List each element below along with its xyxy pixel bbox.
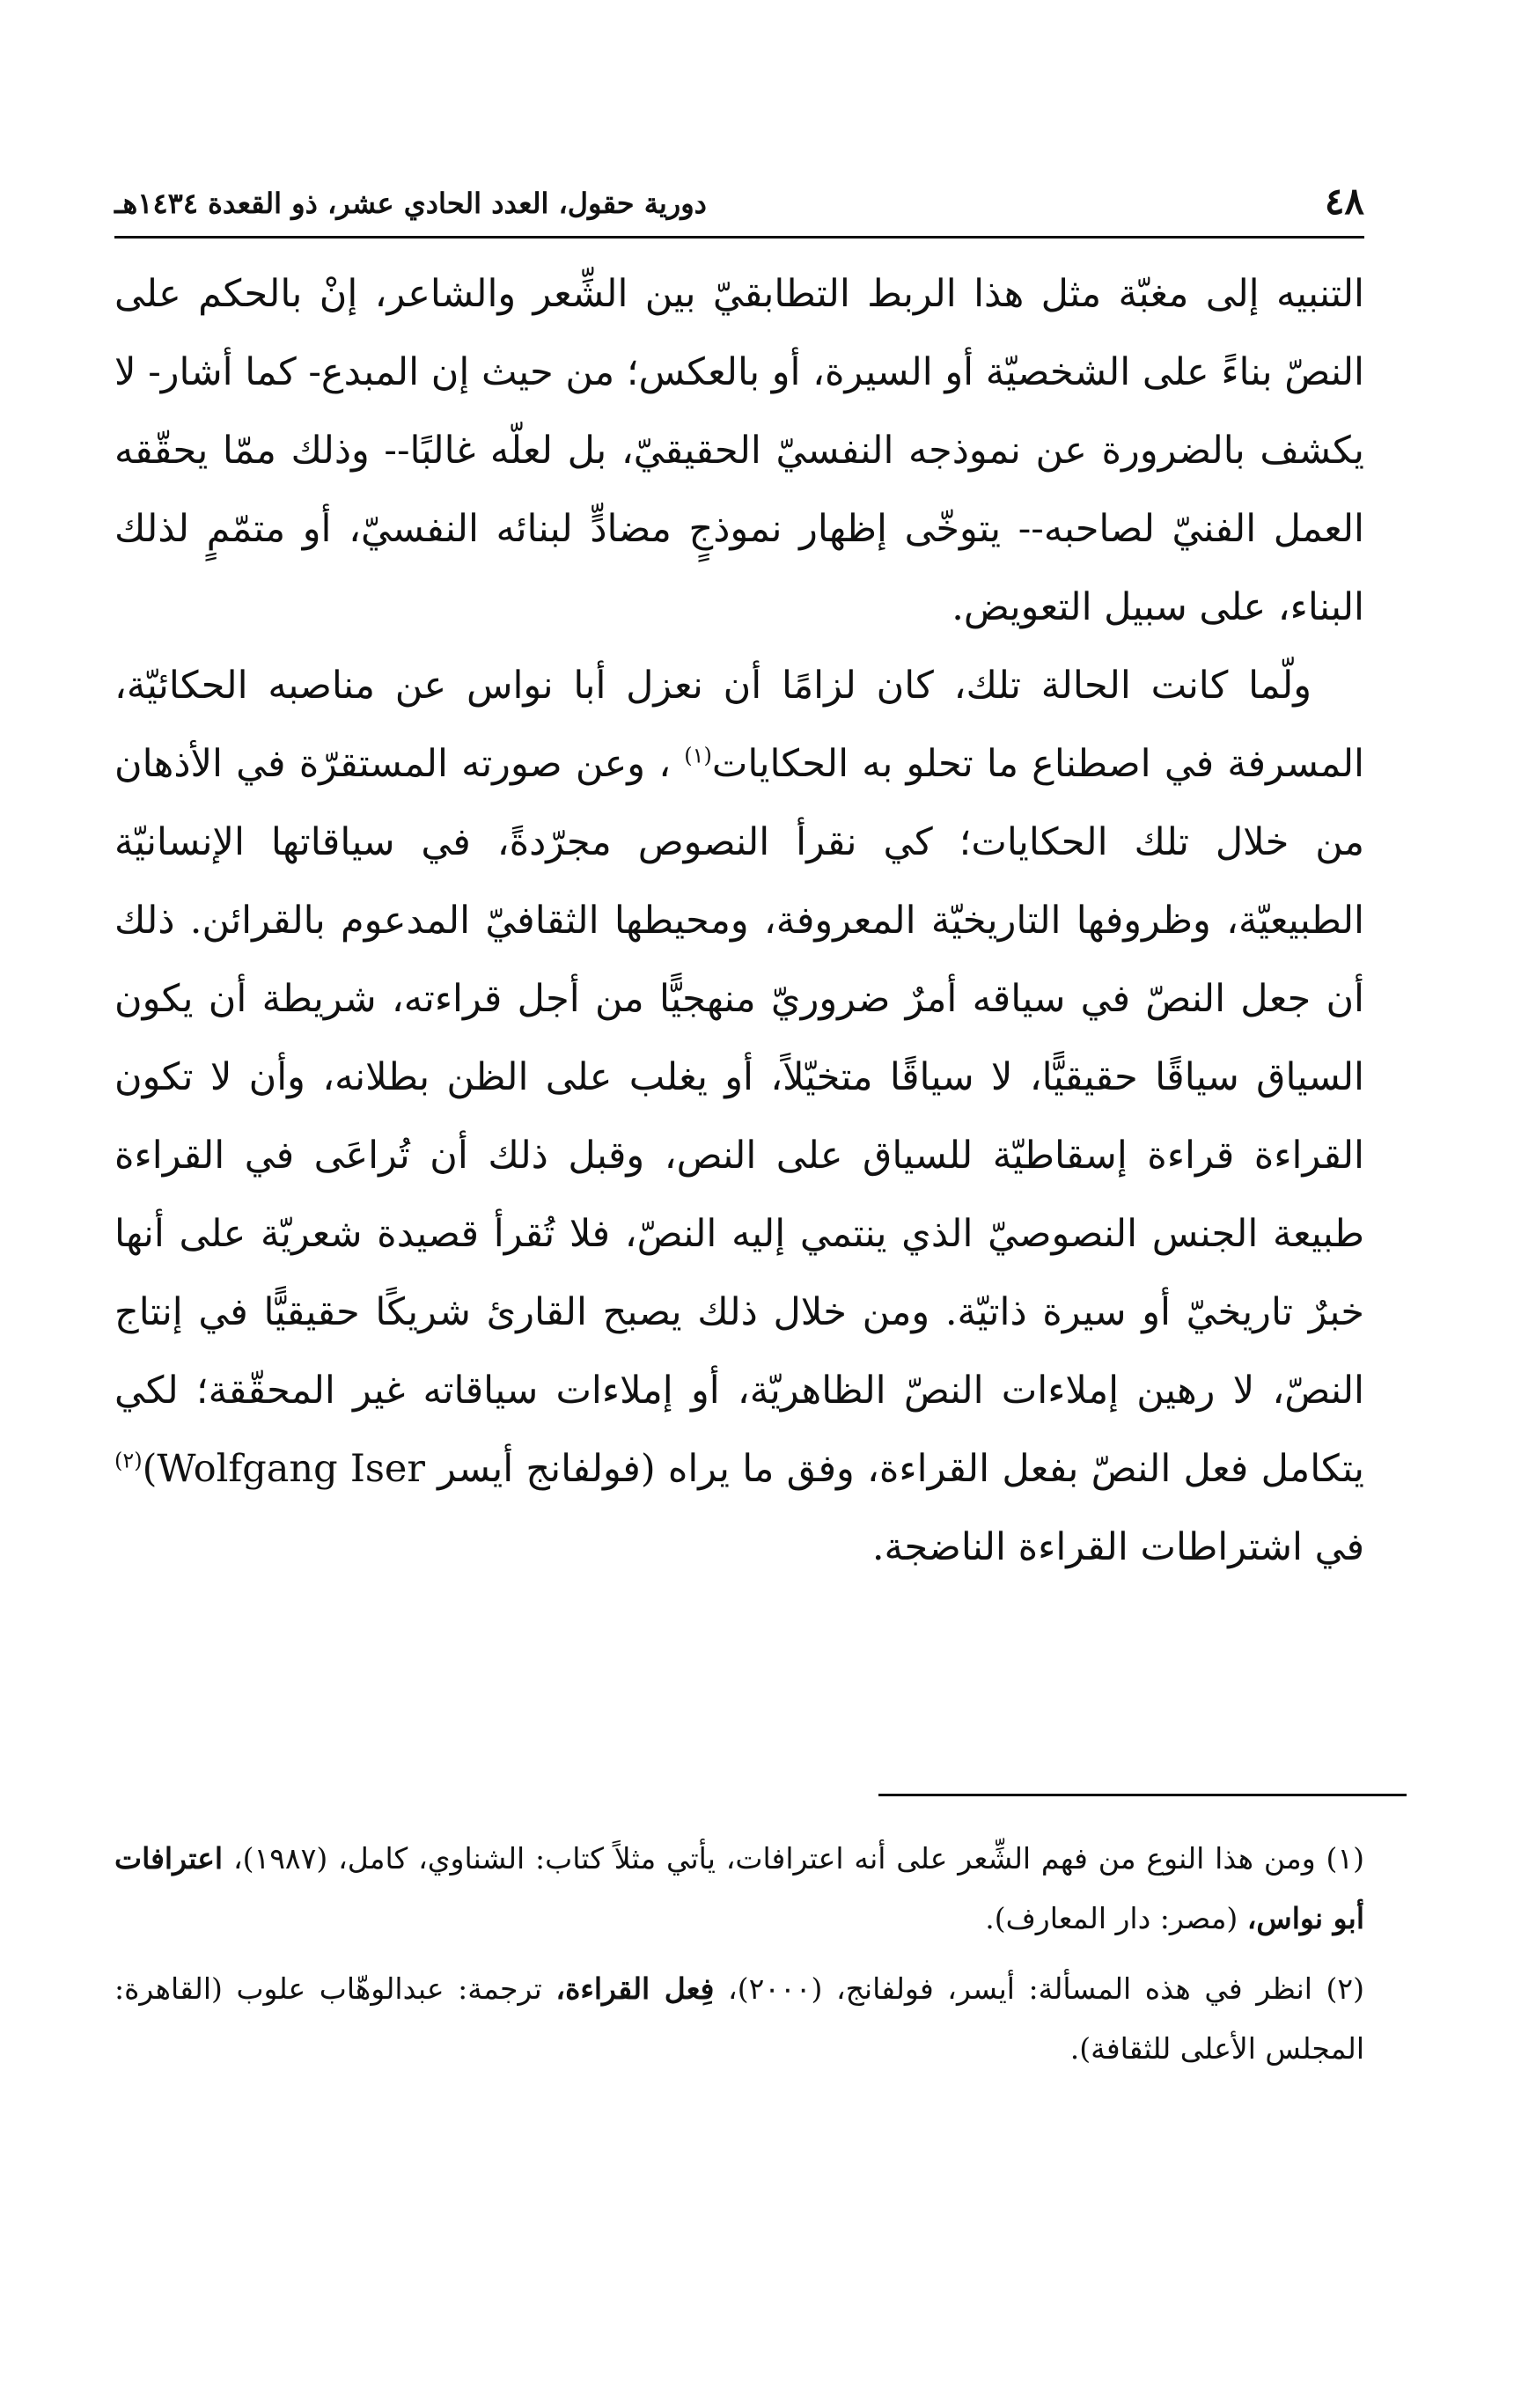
- footnote-2-text-a: (٢) انظر في هذه المسألة: أيسر، فولفانج، (٢٠٠٠)،: [714, 1971, 1364, 2006]
- footnote-1-book-title: اعترافات أبو نواس،: [114, 1841, 1364, 1935]
- page-header: [114, 174, 1364, 239]
- running-head: دورية حقول، العدد الحادي عشر، ذو القعدة ١٤٣٤هـ: [114, 187, 707, 220]
- main-text: [114, 255, 1364, 1587]
- footnote-2: [114, 1959, 1364, 2079]
- footnote-2-text-b: ترجمة: عبدالوهّاب علوب (القاهرة: المجلس الأعلى للثقافة).: [114, 1971, 1364, 2066]
- paragraph-2-part-a: ولّما كانت الحالة تلك، كان لزامًا أن نعزل أبا نواس عن مناصبه الحكائيّة، المسرفة في اصطناع ما تحلو به الحكايات: [114, 664, 1364, 786]
- paragraph-2: [114, 647, 1364, 1587]
- page-number: ٤٨: [1324, 180, 1364, 223]
- paragraph-1: التنبيه إلى مغبّة مثل هذا الربط التطابقيّ بين الشِّعر والشاعر، إنْ بالحكم على النصّ بناءً على الشخصيّة أو السيرة، أو بالعكس؛ من حيث إن المبدع- كما أشار- لا يكشف بالضرورة عن نموذجه النفسيّ الحقيقيّ، بل لعلّه غالبًا-- وذلك ممّا يحقّقه العمل الفنيّ لصاحبه-- يتوخّى إظهار نموذجٍ مضادٍّ لبنائه النفسيّ، أو متمّمٍ لذلك البناء، على سبيل التعويض.: [114, 272, 1364, 629]
- footnote-divider: [878, 1794, 1407, 1796]
- footnotes: [114, 1829, 1364, 2089]
- paragraph-2-part-c: ): [142, 1447, 158, 1491]
- paragraph-2-part-d: في اشتراطات القراءة الناضجة.: [871, 1525, 1364, 1569]
- latin-name: Wolfgang Iser: [157, 1447, 425, 1491]
- footnote-ref-1[interactable]: (١): [684, 743, 712, 768]
- footnote-1-text-a: (١) ومن هذا النوع من فهم الشِّعر على أنه اعترافات، يأتي مثلاً كتاب: الشناوي، كامل، (١٩٨٧)،: [223, 1841, 1364, 1876]
- footnote-2-book-title: فِعل القراءة،: [555, 1971, 715, 2006]
- footnote-ref-2[interactable]: (٢): [114, 1448, 143, 1473]
- footnote-1-text-b: (مصر: دار المعارف).: [985, 1901, 1247, 1935]
- footnote-1: [114, 1829, 1364, 1949]
- paragraph-2-part-b: ، وعن صورته المستقرّة في الأذهان من خلال تلك الحكايات؛ كي نقرأ النصوص مجرّدةً، في سياقاتها الإنسانيّة الطبيعيّة، وظروفها التاريخيّة المعروفة، ومحيطها الثقافيّ المدعوم بالقرائن. ذلك أن جعل النصّ في سياقه أمرٌ ضروريّ منهجيًّا من أجل قراءته، شريطة أن يكون السياق سياقًا حقيقيًّا، لا سياقًا متخيّلاً، أو يغلب على الظن بطلانه، وأن لا تكون القراءة قراءة إسقاطيّة للسياق على النص، وقبل ذلك أن تُراعَى في القراءة طبيعة الجنس النصوصيّ الذي ينتمي إليه النصّ، فلا تُقرأ قصيدة شعريّة على أنها خبرٌ تاريخيّ أو سيرة ذاتيّة. ومن خلال ذلك يصبح القارئ شريكًا حقيقيًّا في إنتاج النصّ، لا رهين إملاءات النصّ الظاهريّة، أو إملاءات سياقاته غير المحقّقة؛ لكي يتكامل فعل النصّ بفعل القراءة، وفق ما يراه (فولفانج أيسر: [114, 742, 1364, 1491]
